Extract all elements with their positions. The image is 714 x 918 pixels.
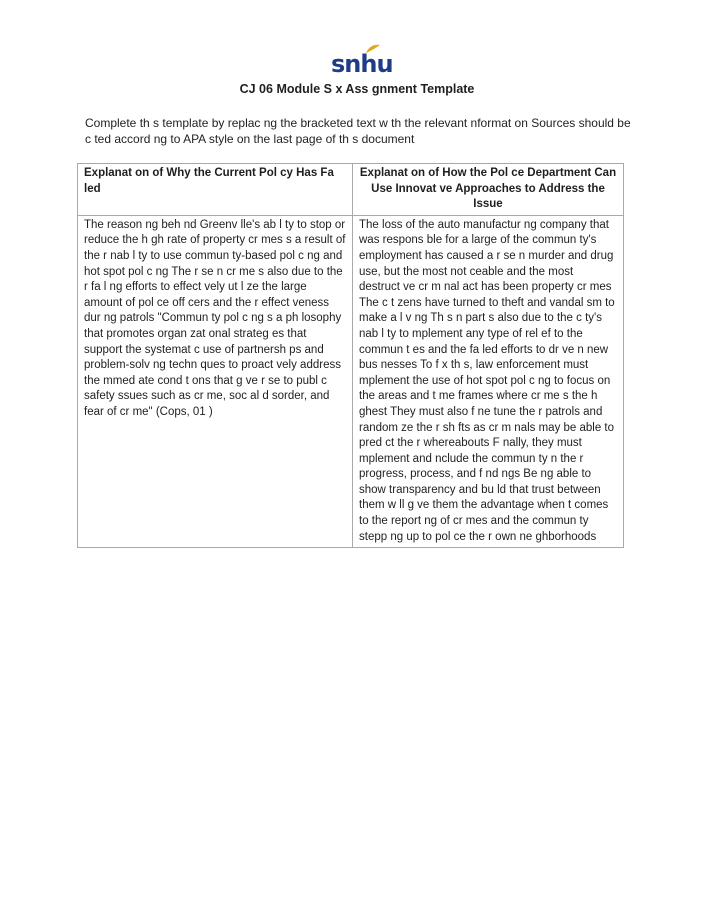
table-row (78, 215, 624, 547)
cell-innovative-approaches-text: The loss of the auto manufactur ng company that was respons ble for a large of the commun ty's employment has caused a r se n murder and drug use, but the most not ceable and the most destruct ve cr m nal act has been property cr mes The c t zens have turned to theft and vandal sm to make a l v ng Th s n part s also due to the c ty's nab l ty to mplement any type of rel ef to the commun t es and the fa led efforts to dr ve n new bus nesses To f x th s, law enforcement must mplement the use of hot spot pol c ng to focus on the areas and t me frames where cr me s the h ghest They must also f ne tune the r patrols and random ze the r sh fts as cr m nals may be able to pred ct the r whereabouts F nally, they must mplement and nclude the commun ty n the r progress, process, and f nd ngs Be ng able to show transparency and bu ld that trust between them w ll g ve them the advantage when t comes to the report ng of cr mes and the commun ty stepp ng up to pol ce the r own ne ghborhoods (359, 218, 615, 543)
header-innovative-approaches: Explanat on of How the Pol ce Department Can Use Innovat ve Approaches to Address the Issue (353, 164, 624, 216)
page-title: CJ 06 Module S x Ass gnment Template (239, 82, 475, 96)
cell-policy-failure (78, 215, 353, 547)
instructions-text: Complete th s template by replac ng the bracketed text w th the relevant nformat on Sources should be c ted accord ng to APA style on the last page of th s document (85, 116, 631, 146)
cell-innovative-approaches (353, 215, 624, 547)
header-policy-failure: Explanat on of Why the Current Pol cy Has Fa led (78, 164, 353, 216)
table-header-row (78, 164, 624, 216)
snhu-logo (331, 44, 393, 80)
assignment-table (77, 163, 624, 548)
logo-text: snhu (331, 50, 393, 78)
cell-policy-failure-text: The reason ng beh nd Greenv lle's ab l ty to stop or reduce the h gh rate of property cr mes s a result of the r nab l ty to use commun ty-based pol c ng and hot spot pol c ng The r se n cr me s also due to the r fa l ng efforts to effect vely ut l ze the large amount of pol ce off cers and the r effect veness dur ng patrols "Commun ty pol c ng s a ph losophy that promotes organ zat onal strateg es that support the systemat c use of partnersh ps and problem-solv ng techn ques to proact vely address the mmed ate cond t ons that g ve r se to publ c safety ssues such as cr me, soc al d sorder, and fear of cr me" (Cops, 01 ) (84, 218, 346, 418)
